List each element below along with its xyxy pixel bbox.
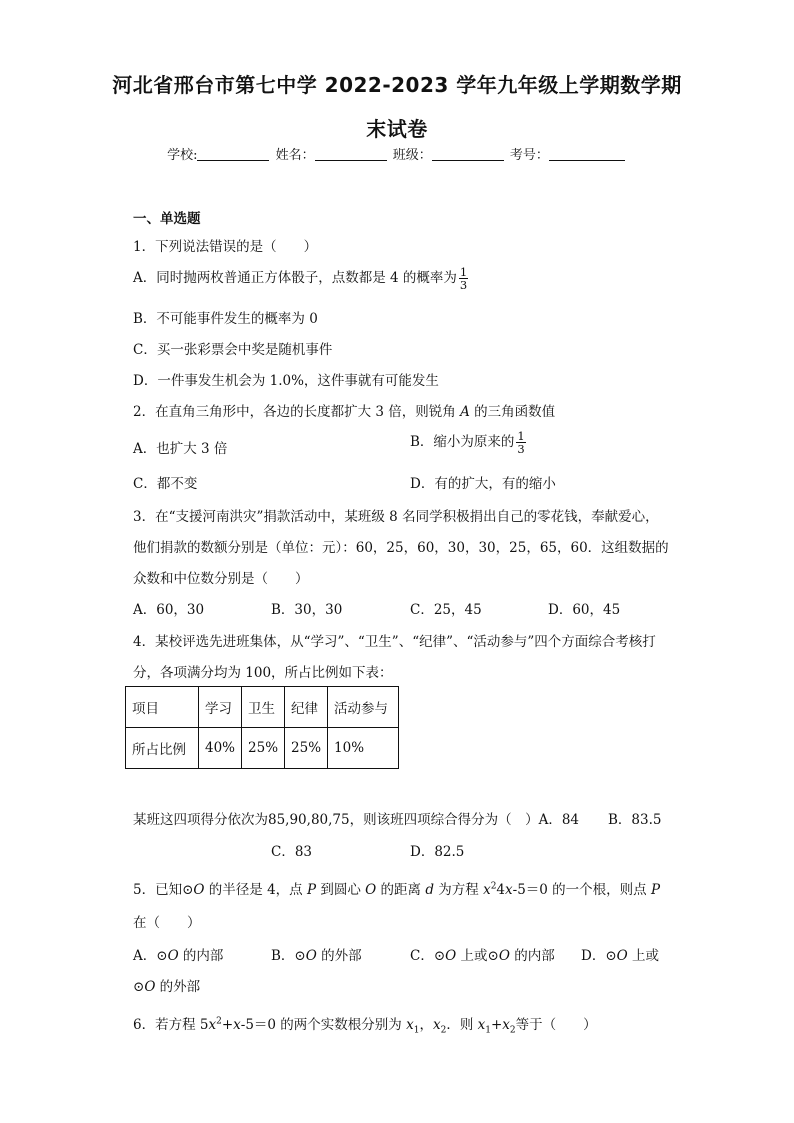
school-blank[interactable] [197, 146, 269, 161]
q1-option-d: D．一件事发生机会为 1.0%，这件事就有可能发生 [133, 373, 439, 389]
fraction [516, 430, 525, 455]
q5-option-a [133, 944, 223, 964]
text: + [221, 1017, 234, 1033]
text: 的外部 [316, 948, 362, 964]
number-blank[interactable] [549, 146, 625, 161]
var: x [406, 1017, 414, 1033]
fraction-denominator: 3 [459, 278, 468, 292]
q3-option-a: A．60，30 [133, 602, 205, 618]
q1-option-b: B．不可能事件发生的概率为 0 [133, 311, 318, 327]
exam-title-line1: 河北省邢台市第七中学 2022-2023 学年九年级上学期数学期 [112, 73, 682, 97]
text: 的距离 [376, 882, 426, 898]
var: O [498, 948, 510, 964]
class-label: 班级： [392, 148, 432, 163]
var: O [616, 948, 628, 964]
fraction [459, 266, 468, 291]
student-info-row [0, 144, 794, 163]
table-header-cell: 纪律 [285, 687, 328, 728]
q3-line1: 3．在“支援河南洪灾”捐款活动中，某班级 8 名同学积极捐出自己的零花钱，奉献爱心， [133, 509, 659, 525]
text: 到圆心 [316, 882, 366, 898]
q2-option-d: D．有的扩大，有的缩小 [410, 476, 556, 492]
text: 6．若方程 5 [133, 1017, 209, 1033]
text: 等于（ ） [515, 1017, 597, 1033]
text: 为方程 [433, 882, 484, 898]
text: 4 [496, 882, 506, 898]
text: D．⊙ [581, 948, 617, 964]
fraction-numerator: 1 [459, 265, 468, 279]
q3-line2: 他们捐款的数额分别是（单位：元）：60，25，60，30，30，25，65，60．这组数据的 [133, 540, 669, 556]
q1-option-a [133, 266, 468, 291]
var: O [305, 948, 317, 964]
name-label: 姓名： [275, 148, 315, 163]
q6-stem [133, 1013, 597, 1036]
var: O [365, 882, 377, 898]
q1-option-c: C．买一张彩票会中奖是随机事件 [133, 342, 333, 358]
q5-line2: 在（ ） [133, 915, 201, 931]
q2-option-b-text: B．缩小为原来的 [410, 434, 515, 450]
var: x [432, 1017, 441, 1033]
text: A．⊙ [133, 948, 168, 964]
var: x [208, 1017, 217, 1033]
q2-option-c: C．都不变 [133, 476, 198, 492]
var: x [233, 1017, 241, 1033]
subscript: 2 [440, 1025, 447, 1036]
text: ⊙ [133, 979, 145, 995]
fraction-denominator: 3 [517, 442, 525, 456]
school-label: 学校: [167, 148, 198, 163]
text: 上或 [627, 948, 660, 964]
var: d [425, 882, 434, 898]
text: 的外部 [155, 979, 201, 995]
q4-line1: 4．某校评选先进班集体，从“学习”、“卫生”、“纪律”、“活动参与”四个方面综合考核打 [133, 634, 656, 650]
text: 的内部 [509, 948, 555, 964]
q3-line3: 众数和中位数分别是（ ） [133, 571, 309, 587]
text: C．⊙ [410, 948, 446, 964]
q2-stem-pre: 2．在直角三角形中，各边的长度都扩大 3 倍，则锐角 [133, 404, 461, 420]
q5-option-c [410, 944, 555, 964]
text: 上或⊙ [456, 948, 499, 964]
q5-option-d [581, 944, 659, 964]
q5-option-b [271, 944, 362, 964]
superscript: 2 [490, 881, 497, 892]
subscript: 2 [509, 1025, 516, 1036]
var: O [445, 948, 457, 964]
text: 的半径是 4，点 [204, 882, 307, 898]
subscript: 1 [485, 1025, 491, 1036]
table-row [126, 728, 399, 769]
q4-option-c: C．83 [271, 844, 313, 860]
table-header-cell: 活动参与 [328, 687, 399, 728]
text: -5＝0 的一个根，则点 [512, 882, 651, 898]
score-ratio-table [125, 686, 399, 769]
table-row [126, 687, 399, 728]
superscript: 2 [216, 1016, 222, 1027]
name-blank[interactable] [315, 146, 387, 161]
q5-option-d-cont [133, 975, 200, 995]
var: x [477, 1017, 486, 1033]
var: x [483, 882, 491, 898]
var: P [306, 882, 317, 898]
text: + [490, 1017, 503, 1033]
subscript: 1 [413, 1025, 420, 1036]
exam-title-line2: 末试卷 [366, 117, 428, 141]
text: -5＝0 的两个实数根分别为 [240, 1017, 407, 1033]
var: P [650, 882, 661, 898]
q4-option-b: B．83.5 [608, 812, 662, 828]
var: x [505, 882, 513, 898]
q2-option-b [410, 430, 526, 455]
q3-option-b: B．30，30 [271, 602, 343, 618]
q2-stem-post: 的三角函数值 [469, 404, 556, 420]
var: x [502, 1017, 510, 1033]
text: ．则 [446, 1017, 478, 1033]
class-blank[interactable] [432, 146, 504, 161]
table-cell: 40% [199, 728, 242, 769]
q4-line2: 分，各项满分均为 100，所占比例如下表： [133, 665, 393, 681]
table-cell: 10% [328, 728, 399, 769]
section-heading: 一、单选题 [133, 211, 201, 227]
var: O [193, 882, 205, 898]
q3-option-d: D．60，45 [548, 602, 621, 618]
table-header-cell: 学习 [199, 687, 242, 728]
var: O [167, 948, 179, 964]
text: 5．已知⊙ [133, 882, 194, 898]
number-label: 考号： [509, 148, 549, 163]
text: 的内部 [178, 948, 224, 964]
table-cell: 25% [285, 728, 328, 769]
table-cell: 所占比例 [126, 728, 199, 769]
table-header-cell: 项目 [126, 687, 199, 728]
q5-line1 [133, 878, 660, 898]
q4-option-d: D．82.5 [410, 844, 465, 860]
q2-stem-var: A [460, 404, 470, 420]
table-header-cell: 卫生 [242, 687, 285, 728]
q3-option-c: C．25，45 [410, 602, 482, 618]
q2-option-a: A．也扩大 3 倍 [133, 441, 228, 457]
q1-option-a-text: A．同时抛两枚普通正方体骰子，点数都是 4 的概率为 [133, 270, 457, 286]
q2-stem [133, 400, 555, 420]
var: O [144, 979, 156, 995]
text: ， [419, 1017, 433, 1033]
table-cell: 25% [242, 728, 285, 769]
q4-line3: 某班这四项得分依次为85,90,80,75，则该班四项综合得分为（ ）A．84 [133, 812, 580, 828]
fraction-numerator: 1 [517, 429, 525, 443]
text: B．⊙ [271, 948, 306, 964]
q1-stem: 1．下列说法错误的是（ ） [133, 239, 318, 255]
